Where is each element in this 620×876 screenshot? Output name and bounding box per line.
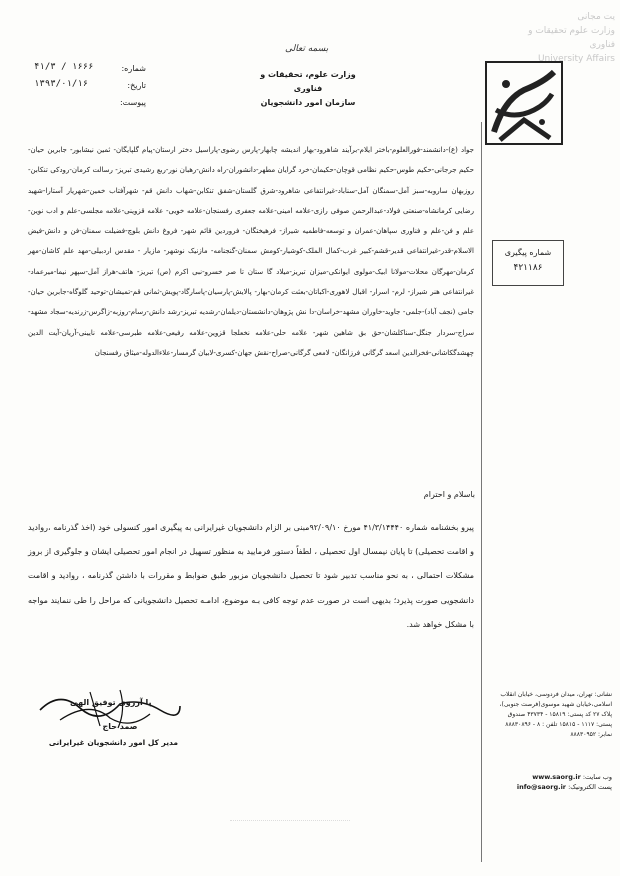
tracking-label: شماره پیگیری [504,248,552,257]
faded-line: University Affairs [537,54,615,64]
letter-meta-values [34,59,104,93]
number-value: ۴۱/۳ / ۱۶۶۶ [34,62,94,72]
signer-title: مدیر کل امور دانشجویان غیرایرانی [48,738,178,747]
number-label: شماره: [121,64,146,73]
footer-web [492,772,612,792]
email-row [492,782,612,792]
website-label: وب سایت: [582,773,612,781]
ministry-heading [258,68,358,110]
margin-divider [481,122,482,862]
recipients-list: جواد (ع)-دانشمند-فورالعلوم-باختر ایلام-برآیند شاهرود-بهار اندیشه چابهار-پارس رضوی-پاراسیل دختر ارستان-پیام گلپایگان- ثمین نیشابور- جابرین حیان-حکیم جرجانی-حکیم طوس-حکیم نظامی قوچان-حکیمان-خرد گرایان مطهر-دانشوران-راه دانش-رهبان نور-ربع رشیدی تبریز- رسالت کرمان-رودکی تنکابن-روزبهان ساروبه-سبز آمل-سمنگان آمل-سناباد-غیرانتفاعی شاهرود-شرق گلستان-شفق تنکابن-شهاب دانش قم- شهرآفتاب خمین-شهریار آستارا-شهید رضایی کرمانشاه-صنعتی فولاد-عبدالرحمن صوفی رازی-علامه امینی-علامه جعفری رفسنجان-علامه خویی- علامه قزوینی-علامه مجلسی-علم و ادب نوین-علم و فن-علم و فناوری سپاهان-عمران و توسعه-فاطمیه شیراز- فرهیختگان- فروردین قائم شهر- فروغ دانش بلوچ-فضیلت سمنان-فن و دانش-فیض الاسلام-قدر-غیرانتفاعی قدیر-قشم-کبیر غرب-کمال الملک-کوشیار-کومش سمنان-گنجنامه- مازنیک نوشهر- مازیار - مقدس اردبیلی-مهد علم کاشان-مهر کرمان-مهرگان محلات-مولانا ابیک-مولوی ایوانکی-میزان تبریز-میلاد گا ستان تا صر خسرو-نبی اکرم (ص) تبریز- هاتف-هراز آمل-سپهر نیما-میرعماد-غیرانتفاعی هنر شیراز- لرم- اسرار- اقبال لاهوری-اکباتان-بعثت کرمان-بهار- پالایش-پارسیان-پاسارگاد-پویش-ثمانی قم-تمیشان-توحید گلوگاه-جابرین حیان-جامی (نجف آباد)-جلمی- جاوید-خاوران مشهد-خراسان-دا نش پژوهان-دانشستان-دیلمان-رشدیه تبریز-رشد دانش-رسام-روزبه-زاگرس-زرندیه-سجاد مشهد-سراج-سردار جنگل-سناکلشان-حق بق شاهین شهر- علامه حلی-علامه نخعلجا قزوین-علامه رفیعی-علامه طبرسی-علامه نایینی-آریان-آیت الدین چهشدگکاشانی-فخرالدین اسعد گرگانی فرزانگان- لامعی گرگانی-صراح-نقش جهان-کسری-لابیان گرمسار-علاءالدوله-میثاق رفسنجان [28,146,474,357]
tracking-number: ۴۲۱۱۸۶ [513,263,543,273]
signature-block [30,680,190,740]
website-link[interactable]: www.saorg.ir [532,773,581,781]
handwritten-signature [30,680,190,740]
org-logo [484,60,564,146]
tracking-box [492,240,564,286]
ministry-name: وزارت علوم، تحقیقات و فناوری [260,70,356,93]
email-label: پست الکترونیک: [568,783,612,791]
footer-address: نشانی: تهران، میدان فردوسی، خیابان انقلاب اسلامی،خیابان شهید موسوی(فرصت جنوبی)، پلاک ۲۷ کد پستی: ۱۵۸۱۹ - ۴۳۷۳۴ صندوق پستی: ۱۱۱۷ - ۱۵۸۱۵ تلفن : ۸ - ۸۸۸۳۰۸۹۶ نمابر: ۸۸۸۳۰۹۵۲ [499,691,612,738]
faint-stamp [230,820,350,837]
org-name: سازمان امور دانشجویان [260,98,356,107]
attach-label: پیوست: [119,98,146,107]
faded-header [500,10,615,64]
website-row [492,772,612,782]
greeting: باسلام و احترام [423,490,475,499]
date-value: ۱۳۹۳/۰۱/۱۶ [34,79,89,89]
basmala: بسمه تعالی [285,44,329,54]
regards-text: با آرزوی توفیق الهی [70,698,152,707]
letter-body: پیرو بخشنامه شماره ۴۱/۳/۱۴۴۴۰ مورخ ۹۲/۰۹/۱۰مبنی بر الزام دانشجویان غیرایرانی به پیگیری امور کنسولی خود (اخذ گذرنامه ،روادید و اقامت تحصیلی) تا پایان نیمسال اول تحصیلی ، لطفاً دستور فرمایید به منظور تسهیل در انجام امور تحصیلی ایشان و جلوگیری از بروز مشکلات احتمالی ، به نحو مناسب تدبیر شود تا تحصیل دانشجویان مزبور طبق ضوابط و مقررات با داشتن گذرنامه ، روادید و اقامت دانشجویی صورت پذیرد؛ بدیهی است در صورت عدم توجه کافی بـه موضوع، ادامـه تحصیل دانشجویانی که مراحل را طی ننمایند مواجه با مشکل خواهد شد. [28,523,474,629]
email-link[interactable]: info@saorg.ir [516,783,567,791]
org-logo-icon [484,60,564,146]
faded-line: وزارت علوم تحقیقات و فناوری [528,26,615,50]
signer-name: صمد حاج‌ [102,722,138,731]
date-label: تاریخ: [127,81,146,90]
faded-line: یت مجانی [577,12,615,22]
